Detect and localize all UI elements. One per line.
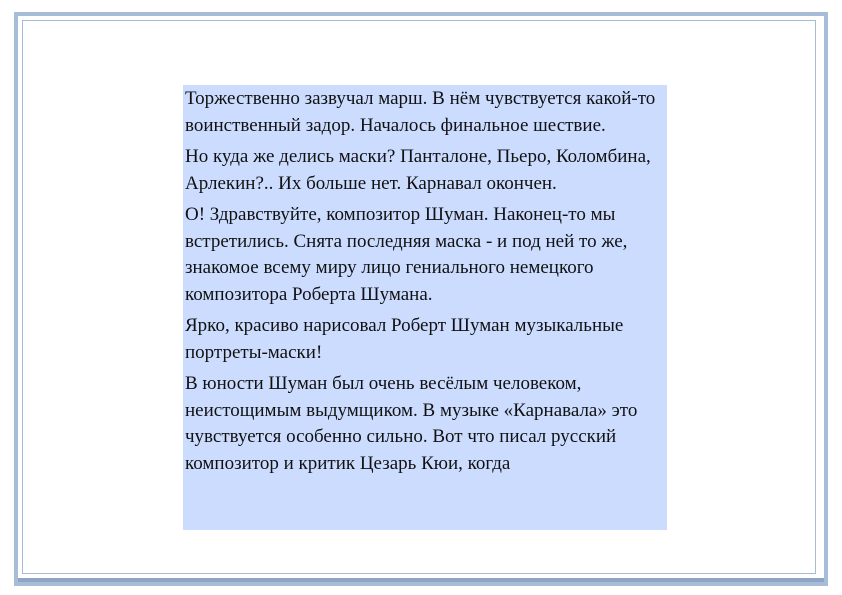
paragraph: В юности Шуман был очень весёлым человеком, неистощимым выдумщиком. В музыке «Карнавала» это чувствуется особенно сильно. Вот что писал русский композитор и критик Цезарь Кюи, когда bbox=[185, 373, 638, 474]
paragraph: О! Здравствуйте, композитор Шуман. Наконец-то мы встретились. Снята последняя маска - и под ней то же, знакомое всему миру лицо гениального немецкого композитора Роберта Шумана. bbox=[185, 204, 628, 305]
paragraph: Но куда же делись маски? Панталоне, Пьеро, Коломбина, Арлекин?.. Их больше нет. Карнавал окончен. bbox=[185, 146, 651, 194]
paragraph: Торжественно зазвучал марш. В нём чувствуется какой-то воинственный задор. Началось финальное шествие. bbox=[185, 88, 656, 136]
paragraph: Ярко, красиво нарисовал Роберт Шуман музыкальные портреты-маски! bbox=[185, 315, 624, 363]
text-block bbox=[183, 85, 667, 530]
